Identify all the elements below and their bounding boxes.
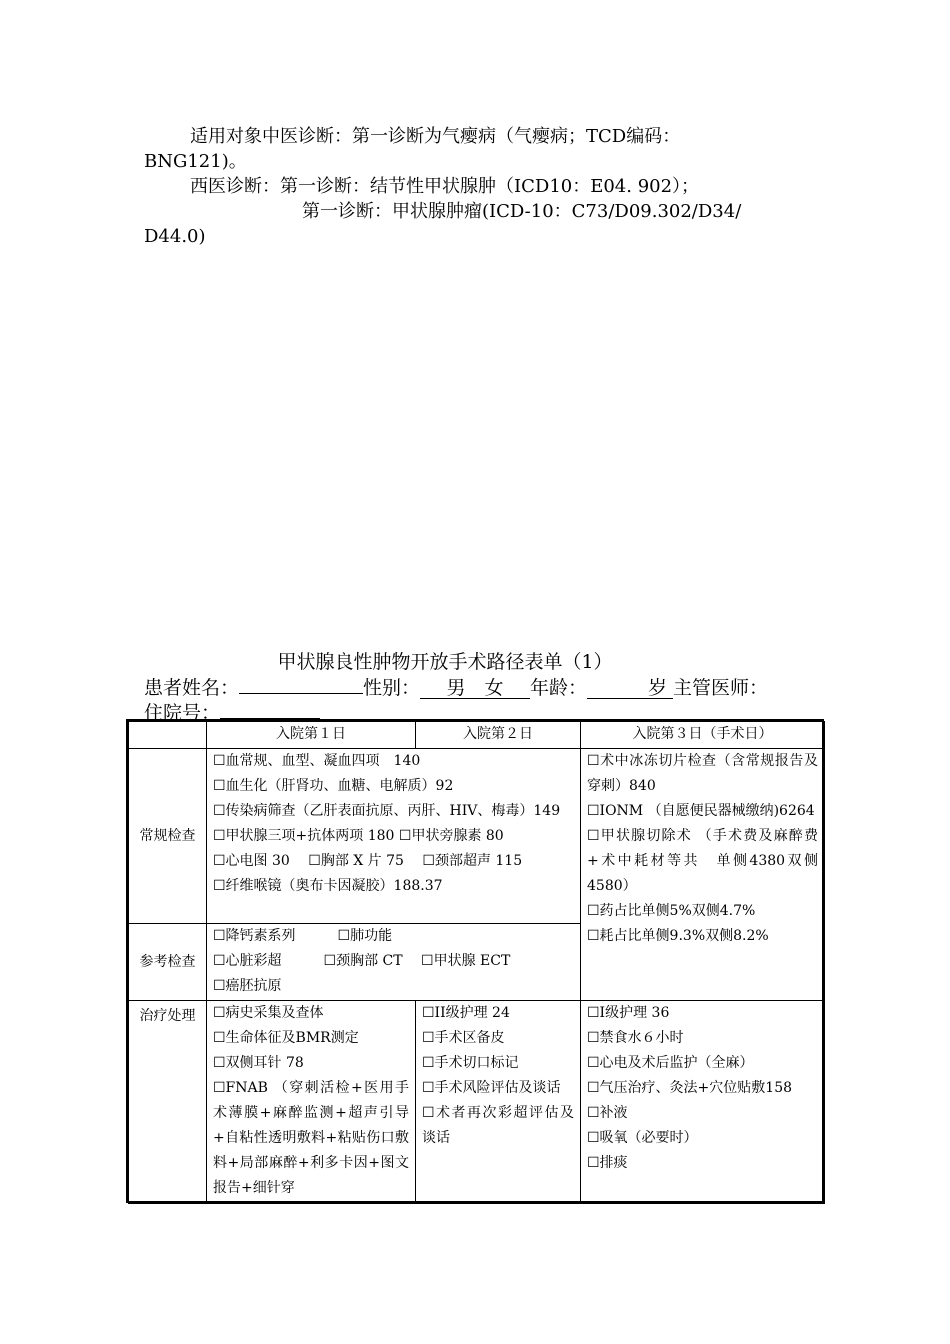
western-diagnosis-line-3: D44.0): [144, 226, 206, 247]
list-item[interactable]: ☐术者再次彩超评估及谈话: [422, 1105, 574, 1146]
clinical-pathway-table: [128, 721, 825, 1204]
list-item[interactable]: ☐病史采集及查体: [213, 1005, 324, 1021]
list-item[interactable]: ☐血常规、血型、凝血四项 140: [213, 753, 421, 769]
header-day-1: 入院第１日: [207, 722, 416, 749]
routine-exam-row: [129, 749, 825, 924]
form-title: [0, 647, 950, 674]
table-header-row: [129, 722, 825, 749]
category-reference-exam: 参考检查: [129, 924, 207, 1001]
list-item[interactable]: ☐手术区备皮: [422, 1030, 505, 1046]
day1-routine-cell: [207, 749, 581, 924]
list-item[interactable]: ☐血生化（肝肾功、血糖、电解质）92: [213, 778, 454, 794]
age-field[interactable]: 岁: [587, 678, 673, 699]
patient-name-field[interactable]: [239, 693, 363, 694]
age-label: 年龄：: [530, 677, 588, 699]
list-item[interactable]: ☐补液: [587, 1105, 628, 1121]
list-item[interactable]: ☐耗占比单侧9.3%双侧8.2%: [587, 928, 769, 944]
list-item[interactable]: ☐心电及术后监护（全麻）: [587, 1055, 754, 1071]
admission-field[interactable]: [220, 718, 320, 719]
list-item[interactable]: ☐禁食水６小时: [587, 1030, 684, 1046]
patient-name-label: 患者姓名：: [144, 677, 240, 699]
category-treatment: 治疗处理: [129, 1001, 207, 1204]
list-item[interactable]: ☐生命体征及BMR测定: [213, 1030, 359, 1046]
list-item[interactable]: ☐I级护理 36: [587, 1005, 670, 1021]
list-item[interactable]: ☐心电图 30 ☐胸部 X 片 75 ☐颈部超声 115: [213, 853, 523, 869]
day1-treatment-cell: [207, 1001, 416, 1204]
category-routine-exam: 常规检查: [129, 749, 207, 924]
list-item[interactable]: ☐甲状腺切除术 （手术费及麻醉费+术中耗材等共 单侧4380双侧4580）: [587, 828, 818, 894]
day3-treatment-cell: [581, 1001, 825, 1204]
list-item[interactable]: ☐气压治疗、灸法+穴位贴敷158: [587, 1080, 793, 1096]
header-day-3: 入院第３日（手术日）: [581, 722, 825, 749]
admission-label: 住院号：: [144, 702, 221, 724]
list-item[interactable]: ☐IONM （自愿便民器械缴纳)6264: [587, 803, 815, 819]
day2-treatment-cell: [416, 1001, 581, 1204]
patient-info-row: [144, 673, 768, 700]
gender-field[interactable]: 男 女: [420, 678, 530, 699]
list-item[interactable]: ☐甲状腺三项+抗体两项 180 ☐甲状旁腺素 80: [213, 828, 504, 844]
list-item[interactable]: ☐药占比单侧5%双侧4.7%: [587, 903, 756, 919]
tcm-diagnosis-line-2: BNG121)。: [144, 151, 247, 172]
list-item[interactable]: ☐心脏彩超 ☐颈胸部 CT ☐甲状腺 ECT: [213, 953, 511, 969]
header-empty-cell: [129, 722, 207, 749]
header-day-2: 入院第２日: [416, 722, 581, 749]
list-item[interactable]: ☐双侧耳针 78: [213, 1055, 304, 1071]
western-diagnosis-line-1: 西医诊断：第一诊断：结节性甲状腺肿（ICD10：E04. 902）；: [190, 176, 700, 197]
list-item[interactable]: ☐排痰: [587, 1155, 628, 1171]
tcm-diagnosis-line-1: 适用对象中医诊断：第一诊断为气瘿病（气瘿病；TCD编码：: [190, 126, 681, 147]
list-item[interactable]: ☐手术风险评估及谈话: [422, 1080, 561, 1096]
gender-label: 性别：: [363, 677, 421, 699]
doctor-label: 主管医师：: [673, 677, 769, 699]
list-item[interactable]: ☐降钙素系列 ☐肺功能: [213, 928, 393, 944]
list-item[interactable]: ☐纤维喉镜（奥布卡因凝胶）188.37: [213, 878, 443, 894]
list-item[interactable]: ☐术中冰冻切片检查（含常规报告及穿刺）840: [587, 753, 818, 794]
list-item[interactable]: ☐吸氧（必要时）: [587, 1130, 698, 1146]
list-item[interactable]: ☐手术切口标记: [422, 1055, 519, 1071]
list-item[interactable]: ☐癌胚抗原: [213, 978, 282, 994]
form-title-text: 甲状腺良性肿物开放手术路径表单（1）: [277, 651, 613, 673]
day3-routine-cell: [581, 749, 825, 1001]
treatment-row: [129, 1001, 825, 1204]
list-item[interactable]: ☐II级护理 24: [422, 1005, 510, 1021]
western-diagnosis-line-2: 第一诊断：甲状腺肿瘤(ICD-10：C73/D09.302/D34/: [302, 201, 742, 222]
list-item[interactable]: ☐FNAB （穿刺活检+医用手术薄膜+麻醉监测+超声引导+自粘性透明敷料+粘贴伤口敷料+局部麻醉+利多卡因+图文报告+细针穿: [213, 1080, 409, 1196]
list-item[interactable]: ☐传染病筛查（乙肝表面抗原、丙肝、HIV、梅毒）149: [213, 803, 561, 819]
day1-reference-cell: [207, 924, 581, 1001]
